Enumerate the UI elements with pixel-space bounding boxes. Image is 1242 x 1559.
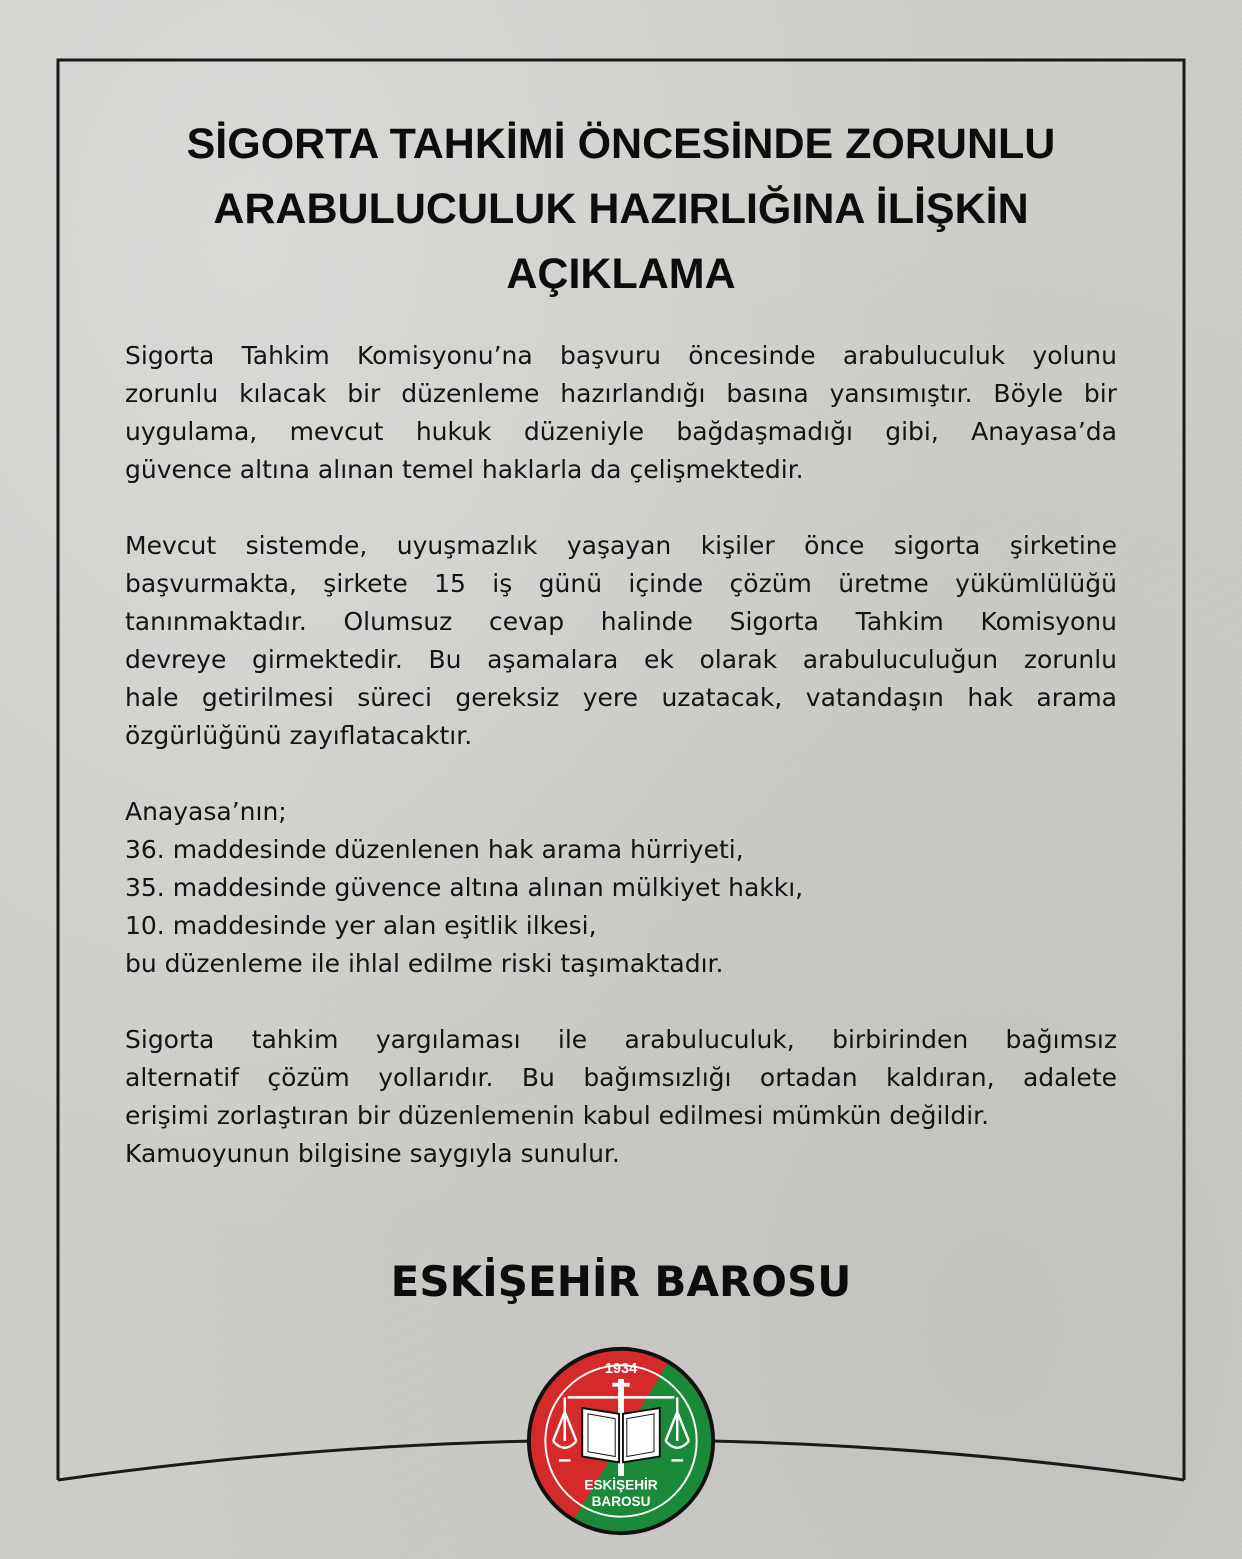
paragraph-line: güvence altına alınan temel haklarla da çelişmektedir. bbox=[125, 455, 804, 484]
article-item: 35. maddesinde güvence altına alınan mülkiyet hakkı, bbox=[125, 873, 804, 902]
title-line-2: ARABULUCULUK HAZIRLIĞINA İLİŞKİN bbox=[213, 185, 1029, 233]
logo-name-line-2: BAROSU bbox=[591, 1493, 651, 1509]
paragraph-line: tanınmaktadır. Olumsuz cevap halinde Sigorta Tahkim Komisyonu bbox=[125, 607, 1117, 636]
paragraph-line: erişimi zorlaştıran bir düzenlemenin kabul edilmesi mümkün değildir. bbox=[125, 1101, 990, 1130]
paragraph-line: Sigorta Tahkim Komisyonu’na başvuru öncesinde arabuluculuk yolunu bbox=[125, 341, 1117, 370]
signature: ESKİŞEHİR BAROSU bbox=[390, 1257, 852, 1306]
paragraph-4 bbox=[125, 1021, 1117, 1173]
title-line-3: AÇIKLAMA bbox=[506, 250, 736, 298]
articles-conclusion: bu düzenleme ile ihlal edilme riski taşımaktadır. bbox=[125, 949, 724, 978]
paragraph-line: başvurmakta, şirkete 15 iş günü içinde çözüm üretme yükümlülüğü bbox=[125, 569, 1117, 598]
paragraph-line: devreye girmektedir. Bu aşamalara ek olarak arabuluculuğun zorunlu bbox=[125, 645, 1117, 674]
articles-intro: Anayasa’nın; bbox=[125, 797, 287, 826]
paragraph-line: Sigorta tahkim yargılaması ile arabuluculuk, birbirinden bağımsız bbox=[125, 1025, 1117, 1054]
page-title bbox=[120, 112, 1122, 307]
paragraph-line: hale getirilmesi süreci gereksiz yere uzatacak, vatandaşın hak arama bbox=[125, 683, 1117, 712]
paragraph-line: Kamuoyunun bilgisine saygıyla sunulur. bbox=[125, 1139, 620, 1168]
paragraph-3-articles bbox=[125, 793, 1117, 983]
article-item: 36. maddesinde düzenlenen hak arama hürriyeti, bbox=[125, 835, 744, 864]
statement-body bbox=[125, 337, 1117, 1211]
paragraph-line: Mevcut sistemde, uyuşmazlık yaşayan kişiler önce sigorta şirketine bbox=[125, 531, 1117, 560]
paragraph-line: zorunlu kılacak bir düzenleme hazırlandığı basına yansımıştır. Böyle bir bbox=[125, 379, 1117, 408]
paragraph-line: özgürlüğünü zayıflatacaktır. bbox=[125, 721, 473, 750]
logo-year: 1934 bbox=[604, 1361, 638, 1378]
title-line-1: SİGORTA TAHKİMİ ÖNCESİNDE ZORUNLU bbox=[186, 120, 1056, 168]
article-item: 10. maddesinde yer alan eşitlik ilkesi, bbox=[125, 911, 597, 940]
logo-name-line-1: ESKİŞEHİR bbox=[584, 1477, 658, 1493]
bar-association-logo bbox=[524, 1344, 718, 1538]
paragraph-line: uygulama, mevcut hukuk düzeniyle bağdaşmadığı gibi, Anayasa’da bbox=[125, 417, 1117, 446]
paragraph-line: alternatif çözüm yollarıdır. Bu bağımsızlığı ortadan kaldıran, adalete bbox=[125, 1063, 1117, 1092]
paragraph-1 bbox=[125, 337, 1117, 489]
paragraph-2 bbox=[125, 527, 1117, 755]
